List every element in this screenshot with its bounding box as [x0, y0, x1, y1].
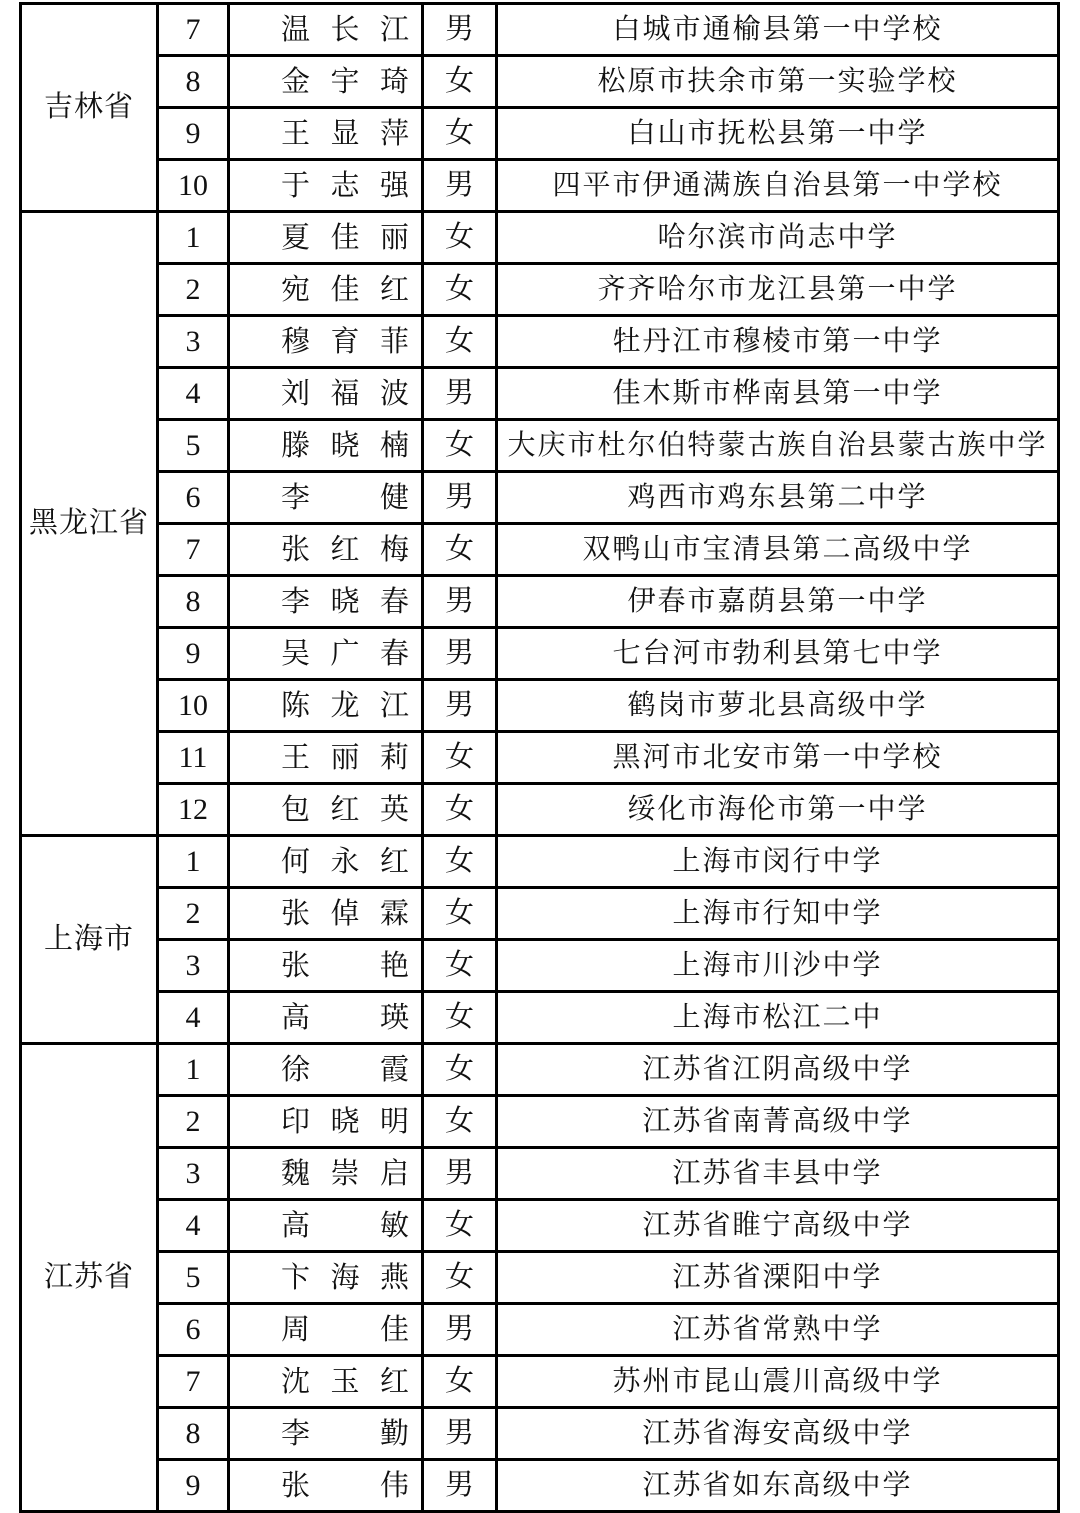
- gender-label-cell: [423, 1252, 497, 1304]
- student-name-cell: [229, 1356, 423, 1408]
- school-name-cell: [497, 108, 1059, 160]
- table-row: [21, 992, 1059, 1044]
- table-row: [21, 4, 1059, 56]
- student-name: 魏崇启: [281, 1157, 409, 1190]
- gender-label-cell: [423, 1408, 497, 1460]
- row-number-cell: [158, 1356, 229, 1408]
- school-name: 齐齐哈尔市龙江县第一中学: [597, 273, 958, 305]
- student-name: 高 瑛: [281, 1001, 409, 1034]
- gender-label: 女: [444, 949, 474, 981]
- row-number: 1: [185, 1052, 201, 1086]
- gender-label: 女: [444, 1365, 474, 1397]
- student-name-cell: [229, 680, 423, 732]
- student-name: 陈龙江: [281, 689, 409, 722]
- gender-label-cell: [423, 1460, 497, 1512]
- row-number-cell: [158, 1252, 229, 1304]
- school-name: 松原市扶余市第一实验学校: [597, 65, 958, 97]
- school-name-cell: [497, 628, 1059, 680]
- table-row: [21, 1252, 1059, 1304]
- student-name-cell: [229, 56, 423, 108]
- gender-label: 女: [444, 65, 474, 97]
- row-number: 2: [185, 896, 201, 930]
- gender-label: 男: [444, 1417, 474, 1449]
- gender-label-cell: [423, 1304, 497, 1356]
- row-number-cell: [158, 888, 229, 940]
- student-name-cell: [229, 264, 423, 316]
- gender-label: 男: [444, 637, 474, 669]
- gender-label: 女: [444, 1209, 474, 1241]
- row-number-cell: [158, 420, 229, 472]
- student-name: 张 艳: [281, 949, 409, 982]
- school-name-cell: [497, 1200, 1059, 1252]
- province-cell: [21, 212, 158, 836]
- province-cell: [21, 1044, 158, 1512]
- gender-label-cell: [423, 628, 497, 680]
- table-row: [21, 56, 1059, 108]
- row-number-cell: [158, 368, 229, 420]
- gender-label: 女: [444, 325, 474, 357]
- school-name-cell: [497, 1148, 1059, 1200]
- school-name: 江苏省睢宁高级中学: [642, 1209, 913, 1241]
- row-number-cell: [158, 212, 229, 264]
- school-name-cell: [497, 524, 1059, 576]
- row-number-cell: [158, 836, 229, 888]
- school-name: 七台河市勃利县第七中学: [612, 637, 943, 669]
- gender-label: 女: [444, 273, 474, 305]
- row-number-cell: [158, 1044, 229, 1096]
- student-name-cell: [229, 316, 423, 368]
- gender-label-cell: [423, 680, 497, 732]
- row-number: 9: [185, 1468, 201, 1502]
- student-name-cell: [229, 992, 423, 1044]
- province-cell: [21, 4, 158, 212]
- row-number: 8: [185, 64, 201, 98]
- row-number: 6: [185, 1312, 201, 1346]
- row-number: 4: [185, 1208, 201, 1242]
- student-name: 于志强: [281, 169, 409, 202]
- gender-label: 男: [444, 1469, 474, 1501]
- school-name-cell: [497, 732, 1059, 784]
- gender-label-cell: [423, 992, 497, 1044]
- student-name: 滕晓楠: [281, 429, 409, 462]
- student-name-cell: [229, 4, 423, 56]
- student-name-cell: [229, 1044, 423, 1096]
- gender-label-cell: [423, 264, 497, 316]
- student-name: 金宇琦: [281, 65, 409, 98]
- school-name: 白山市抚松县第一中学: [627, 117, 928, 149]
- row-number: 4: [185, 1000, 201, 1034]
- table-row: [21, 1408, 1059, 1460]
- row-number: 5: [185, 1260, 201, 1294]
- school-name-cell: [497, 420, 1059, 472]
- gender-label-cell: [423, 732, 497, 784]
- table-row: [21, 264, 1059, 316]
- province-label: 吉林省: [43, 91, 134, 123]
- row-number: 1: [185, 220, 201, 254]
- row-number-cell: [158, 4, 229, 56]
- row-number-cell: [158, 1148, 229, 1200]
- student-name: 穆育菲: [281, 325, 409, 358]
- row-number-cell: [158, 56, 229, 108]
- table-row: [21, 732, 1059, 784]
- gender-label-cell: [423, 108, 497, 160]
- student-name: 卞海燕: [281, 1261, 409, 1294]
- table-row: [21, 420, 1059, 472]
- table-row: [21, 1460, 1059, 1512]
- student-name-cell: [229, 1200, 423, 1252]
- school-name: 绥化市海伦市第一中学: [627, 793, 928, 825]
- student-name-cell: [229, 1148, 423, 1200]
- student-name-cell: [229, 524, 423, 576]
- row-number: 9: [185, 116, 201, 150]
- table-row: [21, 1044, 1059, 1096]
- table-row: [21, 1200, 1059, 1252]
- row-number-cell: [158, 1460, 229, 1512]
- row-number: 4: [185, 376, 201, 410]
- gender-label-cell: [423, 472, 497, 524]
- table-row: [21, 836, 1059, 888]
- school-name-cell: [497, 212, 1059, 264]
- student-roster-body: [21, 4, 1059, 1512]
- row-number: 8: [185, 584, 201, 618]
- gender-label: 女: [444, 117, 474, 149]
- gender-label: 女: [444, 793, 474, 825]
- table-row: [21, 524, 1059, 576]
- row-number-cell: [158, 472, 229, 524]
- school-name: 上海市闵行中学: [672, 845, 883, 877]
- table-row: [21, 316, 1059, 368]
- gender-label-cell: [423, 212, 497, 264]
- school-name-cell: [497, 4, 1059, 56]
- school-name-cell: [497, 680, 1059, 732]
- school-name-cell: [497, 1356, 1059, 1408]
- student-name: 包红英: [281, 793, 409, 826]
- gender-label: 女: [444, 897, 474, 929]
- student-name: 高 敏: [281, 1209, 409, 1242]
- student-name: 李晓春: [281, 585, 409, 618]
- student-name: 何永红: [281, 845, 409, 878]
- row-number-cell: [158, 628, 229, 680]
- row-number-cell: [158, 732, 229, 784]
- gender-label: 女: [444, 1001, 474, 1033]
- gender-label: 男: [444, 585, 474, 617]
- gender-label: 女: [444, 221, 474, 253]
- gender-label: 男: [444, 1157, 474, 1189]
- school-name-cell: [497, 264, 1059, 316]
- row-number-cell: [158, 940, 229, 992]
- student-name: 刘福波: [281, 377, 409, 410]
- table-row: [21, 576, 1059, 628]
- table-row: [21, 472, 1059, 524]
- student-name-cell: [229, 1304, 423, 1356]
- school-name: 江苏省如东高级中学: [642, 1469, 913, 1501]
- school-name-cell: [497, 1460, 1059, 1512]
- school-name: 牡丹江市穆棱市第一中学: [612, 325, 943, 357]
- gender-label: 男: [444, 1313, 474, 1345]
- student-roster-table: [19, 2, 1060, 1513]
- student-name-cell: [229, 576, 423, 628]
- gender-label: 女: [444, 429, 474, 461]
- school-name-cell: [497, 888, 1059, 940]
- school-name: 白城市通榆县第一中学校: [612, 13, 943, 45]
- student-name: 温长江: [281, 13, 409, 46]
- school-name: 江苏省海安高级中学: [642, 1417, 913, 1449]
- row-number: 12: [178, 792, 208, 826]
- table-row: [21, 628, 1059, 680]
- school-name-cell: [497, 1304, 1059, 1356]
- row-number-cell: [158, 680, 229, 732]
- student-name: 沈玉红: [281, 1365, 409, 1398]
- gender-label: 女: [444, 1105, 474, 1137]
- gender-label-cell: [423, 1044, 497, 1096]
- gender-label-cell: [423, 316, 497, 368]
- student-name: 周 佳: [281, 1313, 409, 1346]
- table-row: [21, 212, 1059, 264]
- student-name-cell: [229, 108, 423, 160]
- student-name: 吴广春: [281, 637, 409, 670]
- school-name-cell: [497, 56, 1059, 108]
- gender-label: 女: [444, 741, 474, 773]
- school-name: 双鸭山市宝清县第二高级中学: [582, 533, 973, 565]
- row-number-cell: [158, 1408, 229, 1460]
- gender-label-cell: [423, 836, 497, 888]
- gender-label-cell: [423, 576, 497, 628]
- row-number: 10: [178, 168, 208, 202]
- school-name: 上海市行知中学: [672, 897, 883, 929]
- student-name: 王丽莉: [281, 741, 409, 774]
- province-label: 江苏省: [43, 1261, 134, 1293]
- gender-label-cell: [423, 1148, 497, 1200]
- school-name: 四平市伊通满族自治县第一中学校: [552, 169, 1003, 201]
- row-number-cell: [158, 160, 229, 212]
- row-number-cell: [158, 576, 229, 628]
- table-row: [21, 1356, 1059, 1408]
- gender-label-cell: [423, 784, 497, 836]
- school-name: 上海市川沙中学: [672, 949, 883, 981]
- table-row: [21, 108, 1059, 160]
- student-name: 张红梅: [281, 533, 409, 566]
- student-name: 王显萍: [281, 117, 409, 150]
- student-name-cell: [229, 940, 423, 992]
- student-name-cell: [229, 1460, 423, 1512]
- row-number-cell: [158, 1096, 229, 1148]
- gender-label: 女: [444, 845, 474, 877]
- student-name-cell: [229, 628, 423, 680]
- school-name: 江苏省常熟中学: [672, 1313, 883, 1345]
- table-row: [21, 160, 1059, 212]
- row-number: 3: [185, 1156, 201, 1190]
- row-number: 6: [185, 480, 201, 514]
- gender-label-cell: [423, 940, 497, 992]
- school-name-cell: [497, 472, 1059, 524]
- gender-label-cell: [423, 1356, 497, 1408]
- gender-label: 男: [444, 169, 474, 201]
- student-name-cell: [229, 1408, 423, 1460]
- school-name: 鹤岗市萝北县高级中学: [627, 689, 928, 721]
- row-number: 10: [178, 688, 208, 722]
- table-row: [21, 680, 1059, 732]
- row-number: 3: [185, 324, 201, 358]
- school-name-cell: [497, 836, 1059, 888]
- table-row: [21, 888, 1059, 940]
- row-number: 9: [185, 636, 201, 670]
- school-name: 上海市松江二中: [672, 1001, 883, 1033]
- gender-label: 男: [444, 13, 474, 45]
- gender-label: 女: [444, 533, 474, 565]
- student-name-cell: [229, 836, 423, 888]
- gender-label-cell: [423, 888, 497, 940]
- gender-label-cell: [423, 368, 497, 420]
- province-label: 黑龙江省: [28, 507, 149, 539]
- school-name-cell: [497, 1408, 1059, 1460]
- province-label: 上海市: [43, 923, 134, 955]
- student-name: 李 健: [281, 481, 409, 514]
- row-number: 3: [185, 948, 201, 982]
- student-name-cell: [229, 160, 423, 212]
- student-name: 张 伟: [281, 1469, 409, 1502]
- gender-label-cell: [423, 524, 497, 576]
- gender-label: 男: [444, 377, 474, 409]
- row-number-cell: [158, 784, 229, 836]
- school-name: 江苏省江阴高级中学: [642, 1053, 913, 1085]
- school-name-cell: [497, 1252, 1059, 1304]
- table-row: [21, 1148, 1059, 1200]
- row-number-cell: [158, 1304, 229, 1356]
- school-name: 黑河市北安市第一中学校: [612, 741, 943, 773]
- school-name-cell: [497, 576, 1059, 628]
- school-name-cell: [497, 1096, 1059, 1148]
- student-name-cell: [229, 784, 423, 836]
- student-name-cell: [229, 212, 423, 264]
- student-name: 徐 霞: [281, 1053, 409, 1086]
- row-number: 2: [185, 272, 201, 306]
- gender-label-cell: [423, 420, 497, 472]
- student-name: 夏佳丽: [281, 221, 409, 254]
- row-number: 7: [185, 12, 201, 46]
- row-number: 2: [185, 1104, 201, 1138]
- school-name-cell: [497, 784, 1059, 836]
- student-name-cell: [229, 888, 423, 940]
- student-name-cell: [229, 732, 423, 784]
- student-name-cell: [229, 368, 423, 420]
- row-number-cell: [158, 992, 229, 1044]
- table-row: [21, 784, 1059, 836]
- row-number-cell: [158, 316, 229, 368]
- gender-label: 女: [444, 1053, 474, 1085]
- student-name-cell: [229, 1252, 423, 1304]
- gender-label: 男: [444, 481, 474, 513]
- school-name: 鸡西市鸡东县第二中学: [627, 481, 928, 513]
- gender-label-cell: [423, 56, 497, 108]
- school-name: 江苏省溧阳中学: [672, 1261, 883, 1293]
- gender-label: 女: [444, 1261, 474, 1293]
- student-name-cell: [229, 472, 423, 524]
- table-row: [21, 1304, 1059, 1356]
- student-name: 李 勤: [281, 1417, 409, 1450]
- school-name: 大庆市杜尔伯特蒙古族自治县蒙古族中学: [507, 429, 1048, 461]
- row-number: 8: [185, 1416, 201, 1450]
- student-name-cell: [229, 1096, 423, 1148]
- gender-label: 男: [444, 689, 474, 721]
- row-number-cell: [158, 108, 229, 160]
- gender-label-cell: [423, 1200, 497, 1252]
- school-name: 江苏省南菁高级中学: [642, 1105, 913, 1137]
- table-row: [21, 940, 1059, 992]
- table-row: [21, 368, 1059, 420]
- gender-label-cell: [423, 1096, 497, 1148]
- gender-label-cell: [423, 160, 497, 212]
- student-name: 印晓明: [281, 1105, 409, 1138]
- row-number-cell: [158, 524, 229, 576]
- school-name: 苏州市昆山震川高级中学: [612, 1365, 943, 1397]
- row-number: 7: [185, 1364, 201, 1398]
- province-cell: [21, 836, 158, 1044]
- school-name-cell: [497, 316, 1059, 368]
- row-number: 1: [185, 844, 201, 878]
- table-row: [21, 1096, 1059, 1148]
- school-name-cell: [497, 1044, 1059, 1096]
- gender-label-cell: [423, 4, 497, 56]
- row-number: 11: [178, 740, 208, 774]
- row-number: 5: [185, 428, 201, 462]
- school-name: 哈尔滨市尚志中学: [657, 221, 898, 253]
- row-number: 7: [185, 532, 201, 566]
- school-name: 佳木斯市桦南县第一中学: [612, 377, 943, 409]
- row-number-cell: [158, 264, 229, 316]
- student-name: 宛佳红: [281, 273, 409, 306]
- school-name-cell: [497, 368, 1059, 420]
- school-name-cell: [497, 940, 1059, 992]
- student-name-cell: [229, 420, 423, 472]
- school-name: 江苏省丰县中学: [672, 1157, 883, 1189]
- school-name: 伊春市嘉荫县第一中学: [627, 585, 928, 617]
- school-name-cell: [497, 992, 1059, 1044]
- student-name: 张倬霖: [281, 897, 409, 930]
- row-number-cell: [158, 1200, 229, 1252]
- school-name-cell: [497, 160, 1059, 212]
